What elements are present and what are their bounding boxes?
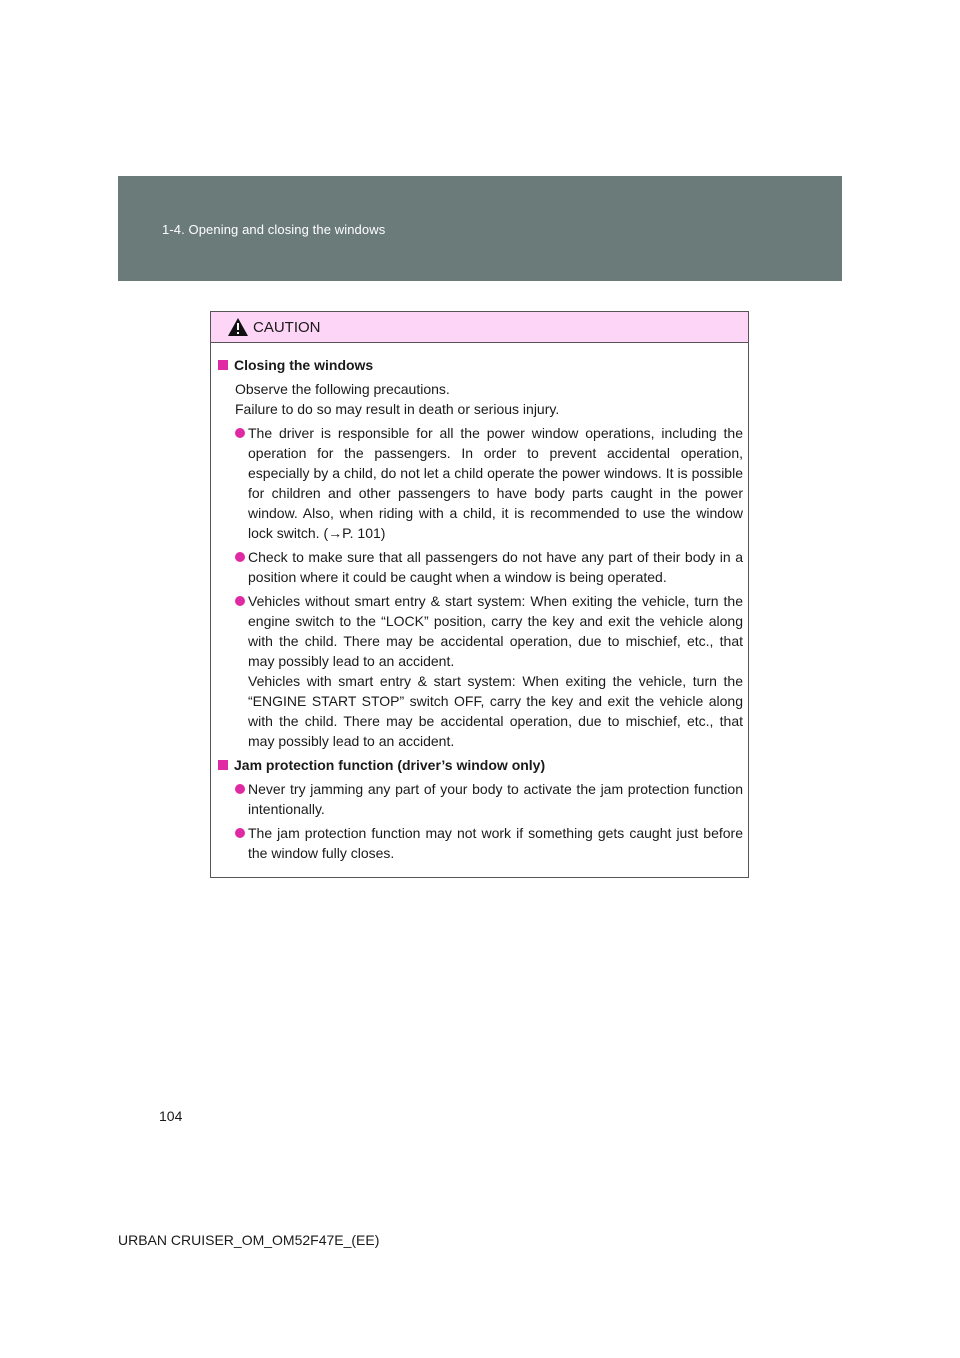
caution-box — [210, 311, 749, 878]
list-item: The driver is responsible for all the power window operations, including the operation for the passengers. In order to prevent accidental operation, especially by a child, do not let a child operate the power windows. It is possible for children and other passengers to have body parts caught in the power window. Also, when riding with a child, it is recommended to use the window lock switch. (→P. 101) — [235, 423, 743, 543]
list-item: Never try jamming any part of your body to activate the jam protection function intentionally. — [235, 779, 743, 819]
caution-body — [211, 343, 748, 863]
circle-bullet-icon — [235, 828, 245, 838]
circle-bullet-icon — [235, 552, 245, 562]
circle-bullet-icon — [235, 596, 245, 606]
footer-doc-id: URBAN CRUISER_OM_OM52F47E_(EE) — [118, 1232, 380, 1248]
circle-bullet-icon — [235, 784, 245, 794]
circle-bullet-icon — [235, 428, 245, 438]
list-item: Check to make sure that all passengers do not have any part of their body in a position where it could be caught when a window is being operated. — [235, 547, 743, 587]
warning-icon — [227, 317, 249, 337]
caution-title: CAUTION — [253, 319, 321, 336]
section-header — [118, 176, 842, 281]
square-bullet-icon — [218, 360, 228, 370]
square-bullet-icon — [218, 760, 228, 770]
list-item: The jam protection function may not work if something gets caught just before the window fully closes. — [235, 823, 743, 863]
section-heading: Jam protection function (driver’s window only) — [218, 755, 743, 775]
section-heading: Closing the windows — [218, 355, 743, 375]
page-number: 104 — [159, 1108, 183, 1124]
caution-header — [211, 312, 748, 343]
list-item: Vehicles without smart entry & start system: When exiting the vehicle, turn the engine switch to the “LOCK” position, carry the key and exit the vehicle along with the child. There may be accidental operation, due to mischief, etc., that may possibly lead to an accident. Vehicles with smart entry & start system: When exiting the vehicle, turn the “ENGINE START STOP” switch OFF, carry the key and exit the vehicle along with the child. There may be accidental operation, due to mischief, etc., that may possibly lead to an accident. — [235, 591, 743, 751]
section-title: 1-4. Opening and closing the windows — [162, 222, 386, 237]
intro-text: Observe the following precautions. Failure to do so may result in death or serious injury. — [235, 381, 560, 417]
